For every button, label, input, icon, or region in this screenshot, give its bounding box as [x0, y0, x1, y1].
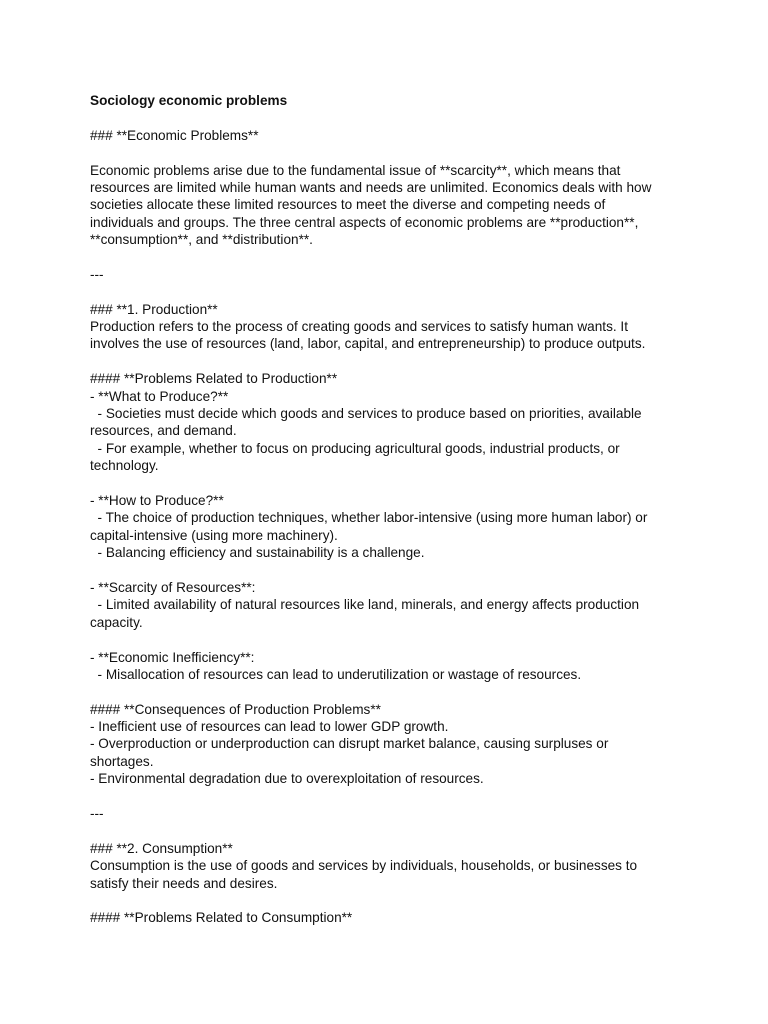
blank-line — [90, 475, 670, 492]
blank-line — [90, 283, 670, 300]
text-line: - The choice of production techniques, whether labor-intensive (using more human labor) or — [90, 510, 648, 526]
blank-line — [90, 683, 670, 700]
text-line: - Misallocation of resources can lead to underutilization or wastage of resources. — [90, 666, 582, 682]
blank-line — [90, 249, 670, 266]
text-line: involves the use of resources (land, labor, capital, and entrepreneurship) to produce outputs. — [90, 336, 646, 352]
text-line: capacity. — [90, 614, 143, 630]
text-line: individuals and groups. The three central aspects of economic problems are **production**, — [90, 214, 639, 230]
text-line: Production refers to the process of creating goods and services to satisfy human wants. It — [90, 319, 628, 335]
text-line: Consumption is the use of goods and services by individuals, households, or businesses to — [90, 858, 638, 874]
text-line: - Inefficient use of resources can lead to lower GDP growth. — [90, 719, 449, 735]
text-line: --- — [90, 266, 104, 282]
text-line: **consumption**, and **distribution**. — [90, 232, 313, 248]
text-line: - Overproduction or underproduction can disrupt market balance, causing surpluses or — [90, 736, 609, 752]
blank-line — [90, 144, 670, 161]
text-line: ### **1. Production** — [90, 301, 218, 317]
text-line: - **What to Produce?** — [90, 388, 229, 404]
text-line: - Environmental degradation due to overexploitation of resources. — [90, 771, 484, 787]
blank-line — [90, 353, 670, 370]
text-line: - **Scarcity of Resources**: — [90, 579, 256, 595]
blank-line — [90, 631, 670, 648]
text-line: satisfy their needs and desires. — [90, 875, 278, 891]
text-line: #### **Consequences of Production Problems** — [90, 701, 381, 717]
document-title: Sociology economic problems — [90, 93, 288, 108]
text-line: ### **Economic Problems** — [90, 127, 259, 143]
text-line: #### **Problems Related to Consumption** — [90, 910, 353, 926]
text-line: - Limited availability of natural resources like land, minerals, and energy affects production — [90, 597, 640, 613]
document-text — [90, 127, 670, 927]
text-line: --- — [90, 806, 104, 822]
text-line: technology. — [90, 458, 159, 474]
blank-line — [90, 822, 670, 839]
blank-line — [90, 892, 670, 909]
text-line: #### **Problems Related to Production** — [90, 371, 338, 387]
text-line: Economic problems arise due to the fundamental issue of **scarcity**, which means that — [90, 162, 621, 178]
text-line: ### **2. Consumption** — [90, 840, 233, 856]
document-body — [90, 92, 670, 927]
text-line: resources are limited while human wants and needs are unlimited. Economics deals with how — [90, 179, 652, 195]
text-line: - **Economic Inefficiency**: — [90, 649, 255, 665]
text-line: societies allocate these limited resources to meet the diverse and competing needs of — [90, 197, 606, 213]
blank-line — [90, 788, 670, 805]
text-line: - Societies must decide which goods and services to produce based on priorities, available — [90, 406, 642, 422]
text-line: resources, and demand. — [90, 423, 237, 439]
text-line: - Balancing efficiency and sustainability is a challenge. — [90, 545, 425, 561]
blank-line — [90, 562, 670, 579]
text-line: - **How to Produce?** — [90, 492, 224, 508]
text-line: capital-intensive (using more machinery). — [90, 527, 338, 543]
text-line: - For example, whether to focus on producing agricultural goods, industrial products, or — [90, 440, 620, 456]
text-line: shortages. — [90, 753, 154, 769]
